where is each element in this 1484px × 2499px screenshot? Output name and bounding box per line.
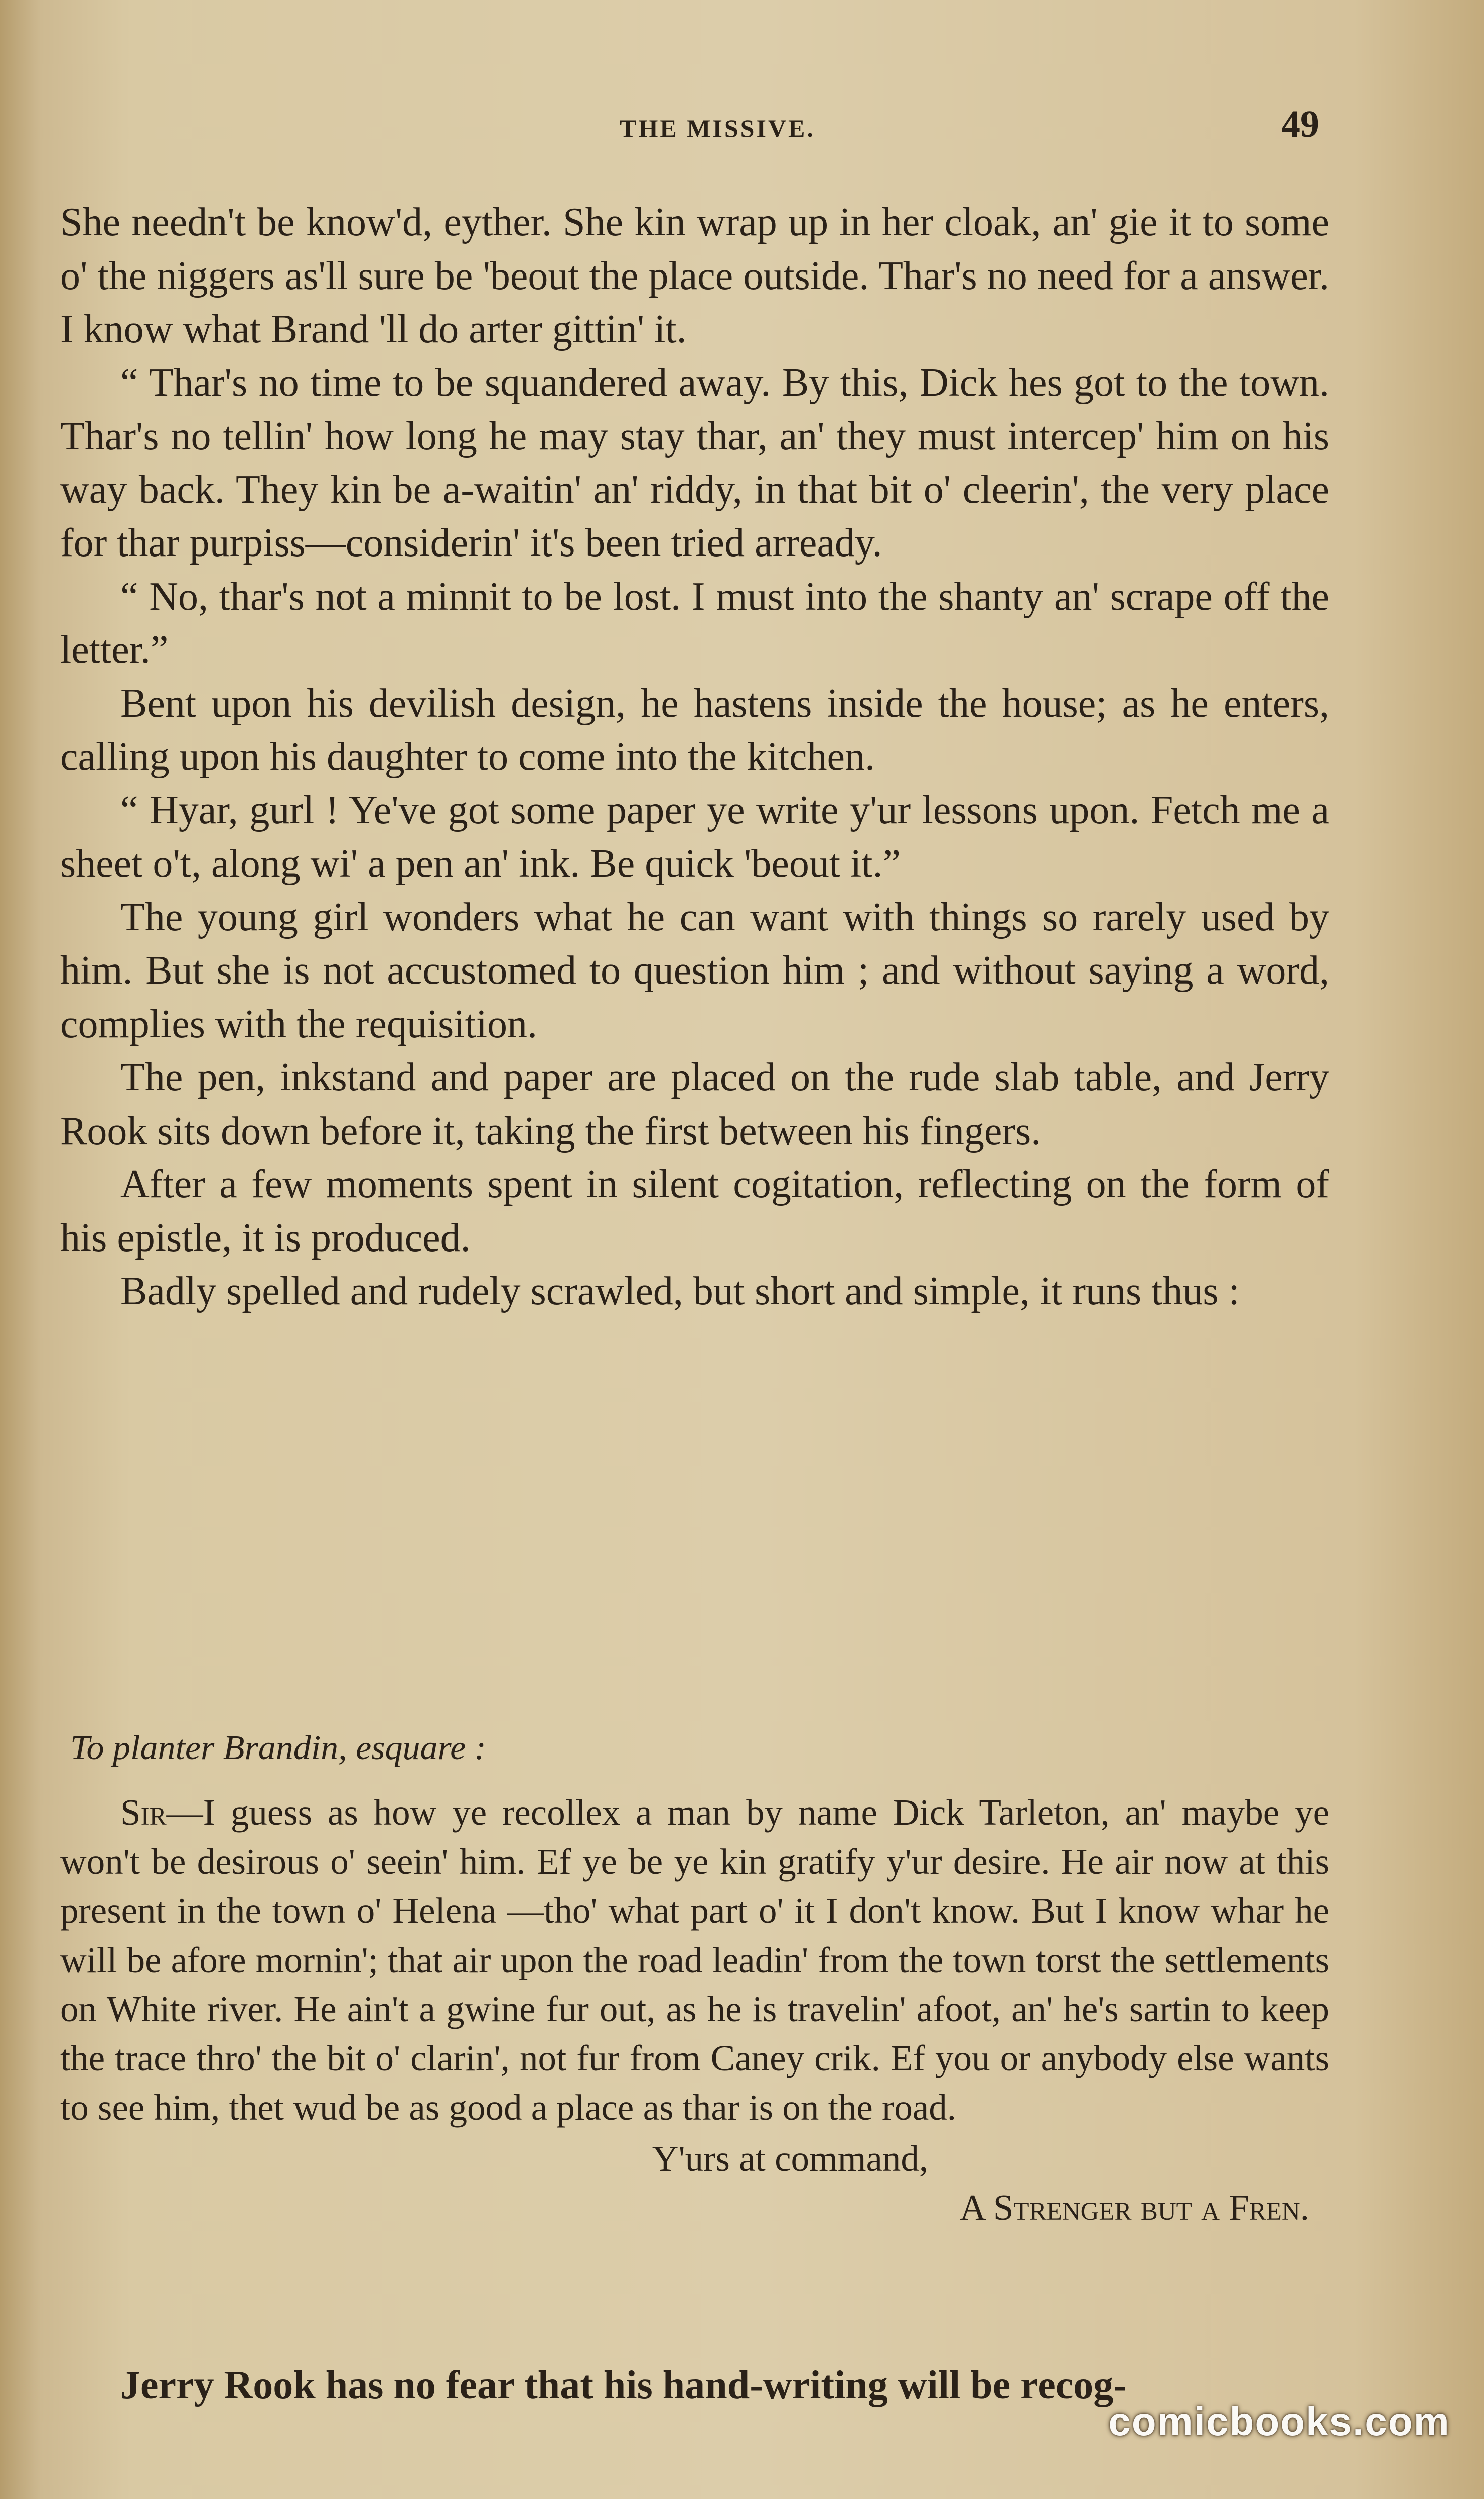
running-head: THE MISSIVE. [620, 114, 815, 143]
paragraph-9: Badly spelled and rudely scrawled, but short and simple, it runs thus : [120, 1269, 1240, 1313]
letter-salutation: To planter Brandin, esquare : [70, 1729, 486, 1767]
letter-signature: A Strenger but a Fren. [959, 2187, 1309, 2228]
paragraph-7: The pen, inkstand and paper are placed on the rude slab table, and Jerry Rook sits down before it, taking the first between his fingers. [60, 1055, 1329, 1153]
letter-sir: Sir [120, 1792, 167, 1833]
paragraph-3: “ No, thar's not a minnit to be lost. I must into the shanty an' scrape off the letter.” [60, 574, 1329, 672]
letter [60, 1724, 1329, 2233]
watermark: comicbooks.com [1108, 2399, 1450, 2444]
last-line: Jerry Rook has no fear that his hand-writing will be recog- [120, 2363, 1127, 2407]
page-number: 49 [1281, 103, 1319, 146]
paragraph-2: “ Thar's no time to be squandered away. By this, Dick hes got to the town. Thar's no tellin' how long he may stay thar, an' they must intercep' him on his way back. They kin be a-waitin' an' riddy, in that bit o' cleerin', the very place for thar purpiss—considerin' it's been tried arready. [60, 360, 1329, 565]
paragraph-4: Bent upon his devilish design, he hastens inside the house; as he enters, calling upon his daughter to come into the kitchen. [60, 681, 1329, 779]
paragraph-8: After a few moments spent in silent cogitation, reflecting on the form of his epistle, it is produced. [60, 1162, 1329, 1260]
page-header [115, 103, 1319, 158]
paragraph-6: The young girl wonders what he can want with things so rarely used by him. But she is not accustomed to question him ; and without saying a word, complies with the requisition. [60, 895, 1329, 1046]
paragraph-1: She needn't be know'd, eyther. She kin wrap up in her cloak, an' gie it to some o' the niggers as'll sure be 'beout the place outside. Thar's no need for a answer. I know what Brand 'll do arter gittin' it. [60, 200, 1329, 351]
letter-body [60, 1788, 1329, 2132]
letter-closing: Y'urs at command, [652, 2138, 929, 2179]
letter-text: —I guess as how ye recollex a man by name Dick Tarleton, an' maybe ye won't be desirous o' seein' him. Ef ye be ye kin gratify y'ur desire. He air now at this present in the town o' Helena —tho' what part o' it I don't know. But I know whar he will be afore mornin'; that air upon the road leadin' from the town torst the settlements on White river. He ain't a gwine fur out, as he is travelin' afoot, an' he's sartin to keep the trace thro' the bit o' clarin', not fur from Caney crik. Ef you or anybody else wants to see him, thet wud be as good a place as thar is on the road. [60, 1792, 1329, 2128]
body-text [60, 196, 1329, 1318]
paragraph-5: “ Hyar, gurl ! Ye've got some paper ye write y'ur lessons upon. Fetch me a sheet o't, along wi' a pen an' ink. Be quick 'beout it.” [60, 788, 1329, 886]
